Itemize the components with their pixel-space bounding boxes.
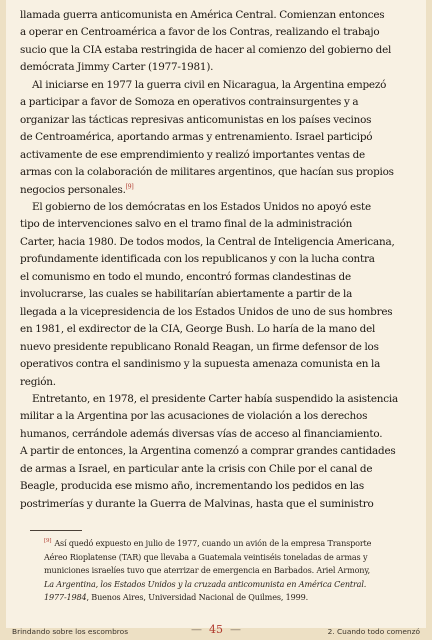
- footnote-line: [44, 537, 416, 551]
- citation-publisher: , Buenos Aires, Universidad Nacional de Quilmes, 1999.: [86, 592, 308, 602]
- footnote-marker: [9]: [44, 538, 52, 545]
- text-line: armas con la colaboración de militares argentinos, que hacían sus propios: [20, 166, 394, 179]
- text-line: de armas a Israel, en particular ante la crisis con Chile por el canal de: [20, 462, 373, 475]
- text-line: nuevo presidente republicano Ronald Reagan, un firme defensor de los: [20, 340, 379, 353]
- text-line: tipo de intervenciones salvo en el tramo final de la administración: [20, 218, 353, 231]
- text-line: a participar a favor de Somoza en operativos contrainsurgentes y a: [20, 96, 359, 109]
- page-number-dash: —: [230, 623, 241, 636]
- text-line: llamada guerra anticomunista en América Central. Comienzan entonces: [20, 9, 385, 21]
- footnote: [44, 537, 416, 605]
- text-line: involucrarse, las cuales se habilitarían abiertamente a partir de la: [20, 288, 353, 301]
- text-line: profundamente identificada con los republicanos y con la lucha contra: [20, 253, 375, 266]
- text-line: región.: [20, 375, 56, 388]
- page-number-dash: —: [191, 623, 202, 636]
- text-line: el comunismo en todo el mundo, encontró formas clandestinas de: [20, 270, 351, 283]
- text-line: en 1981, el exdirector de la CIA, George Bush. Lo haría de la mano del: [20, 323, 376, 336]
- text-line: Entretanto, en 1978, el presidente Carter había suspendido la asistencia: [32, 392, 398, 405]
- text-line: Carter, hacia 1980. De todos modos, la Central de Inteligencia Americana,: [20, 235, 395, 248]
- text-line: postrimerías y durante la Guerra de Malvinas, hasta que el suministro: [20, 497, 374, 510]
- footnote-line: [44, 578, 416, 592]
- text-line: El gobierno de los demócratas en los Estados Unidos no apoyó este: [32, 200, 371, 213]
- text-line: operativos contra el sandinismo y la supuesta amenaza comunista en la: [20, 358, 381, 371]
- text-line: organizar las tácticas represivas anticomunistas en los países vecinos: [20, 113, 372, 126]
- text-line: A partir de entonces, la Argentina comenzó a comprar grandes cantidades: [20, 445, 396, 458]
- text-line: negocios personales.: [20, 183, 126, 196]
- text-line: sucio que la CIA estaba restringida de hacer al comienzo del gobierno del: [20, 43, 392, 56]
- footnote-line: [44, 591, 416, 605]
- body-text: [20, 7, 418, 513]
- text-line: activamente de ese emprendimiento y realizó importantes ventas de: [20, 148, 365, 161]
- footnote-divider: [30, 530, 82, 531]
- page-footer: [0, 621, 432, 637]
- book-title-footer: Brindando sobre los escombros: [12, 627, 129, 636]
- text-line: humanos, cerrándole además diversas vías de acceso al financiamiento.: [20, 427, 383, 440]
- text-line: militar a la Argentina por las acusaciones de violación a los derechos: [20, 410, 368, 423]
- footnote-line: Aéreo Rioplatense (TAR) que llevaba a Guatemala veintiséis toneladas de armas y: [44, 551, 368, 562]
- book-title: La Argentina, los Estados Unidos y la cruzada anticomunista en América Central.: [44, 578, 367, 589]
- page-number: 45: [209, 623, 223, 636]
- chapter-title-footer: 2. Cuando todo comenzó: [327, 627, 420, 636]
- footnote-text: Así quedó expuesto en julio de 1977, cuando un avión de la empresa Transporte: [54, 538, 372, 548]
- footnote-line: municiones israelíes tuvo que aterrizar de emergencia en Barbados. Ariel Armony,: [44, 565, 371, 575]
- text-line: llegada a la vicepresidencia de los Estados Unidos de uno de sus hombres: [20, 305, 393, 318]
- text-line: Beagle, producida ese mismo año, incrementando los pedidos en las: [20, 480, 365, 493]
- text-line: a operar en Centroamérica a favor de los Contras, realizando el trabajo: [20, 26, 380, 39]
- text-line: Al iniciarse en 1977 la guerra civil en Nicaragua, la Argentina empezó: [32, 78, 387, 91]
- text-line-with-footnote: [20, 182, 418, 199]
- footnote-reference[interactable]: [9]: [125, 183, 134, 191]
- book-title-years: 1977-1984: [44, 592, 87, 602]
- text-line: demócrata Jimmy Carter (1977-1981).: [20, 61, 214, 74]
- text-line: de Centroamérica, aportando armas y entrenamiento. Israel participó: [20, 131, 373, 144]
